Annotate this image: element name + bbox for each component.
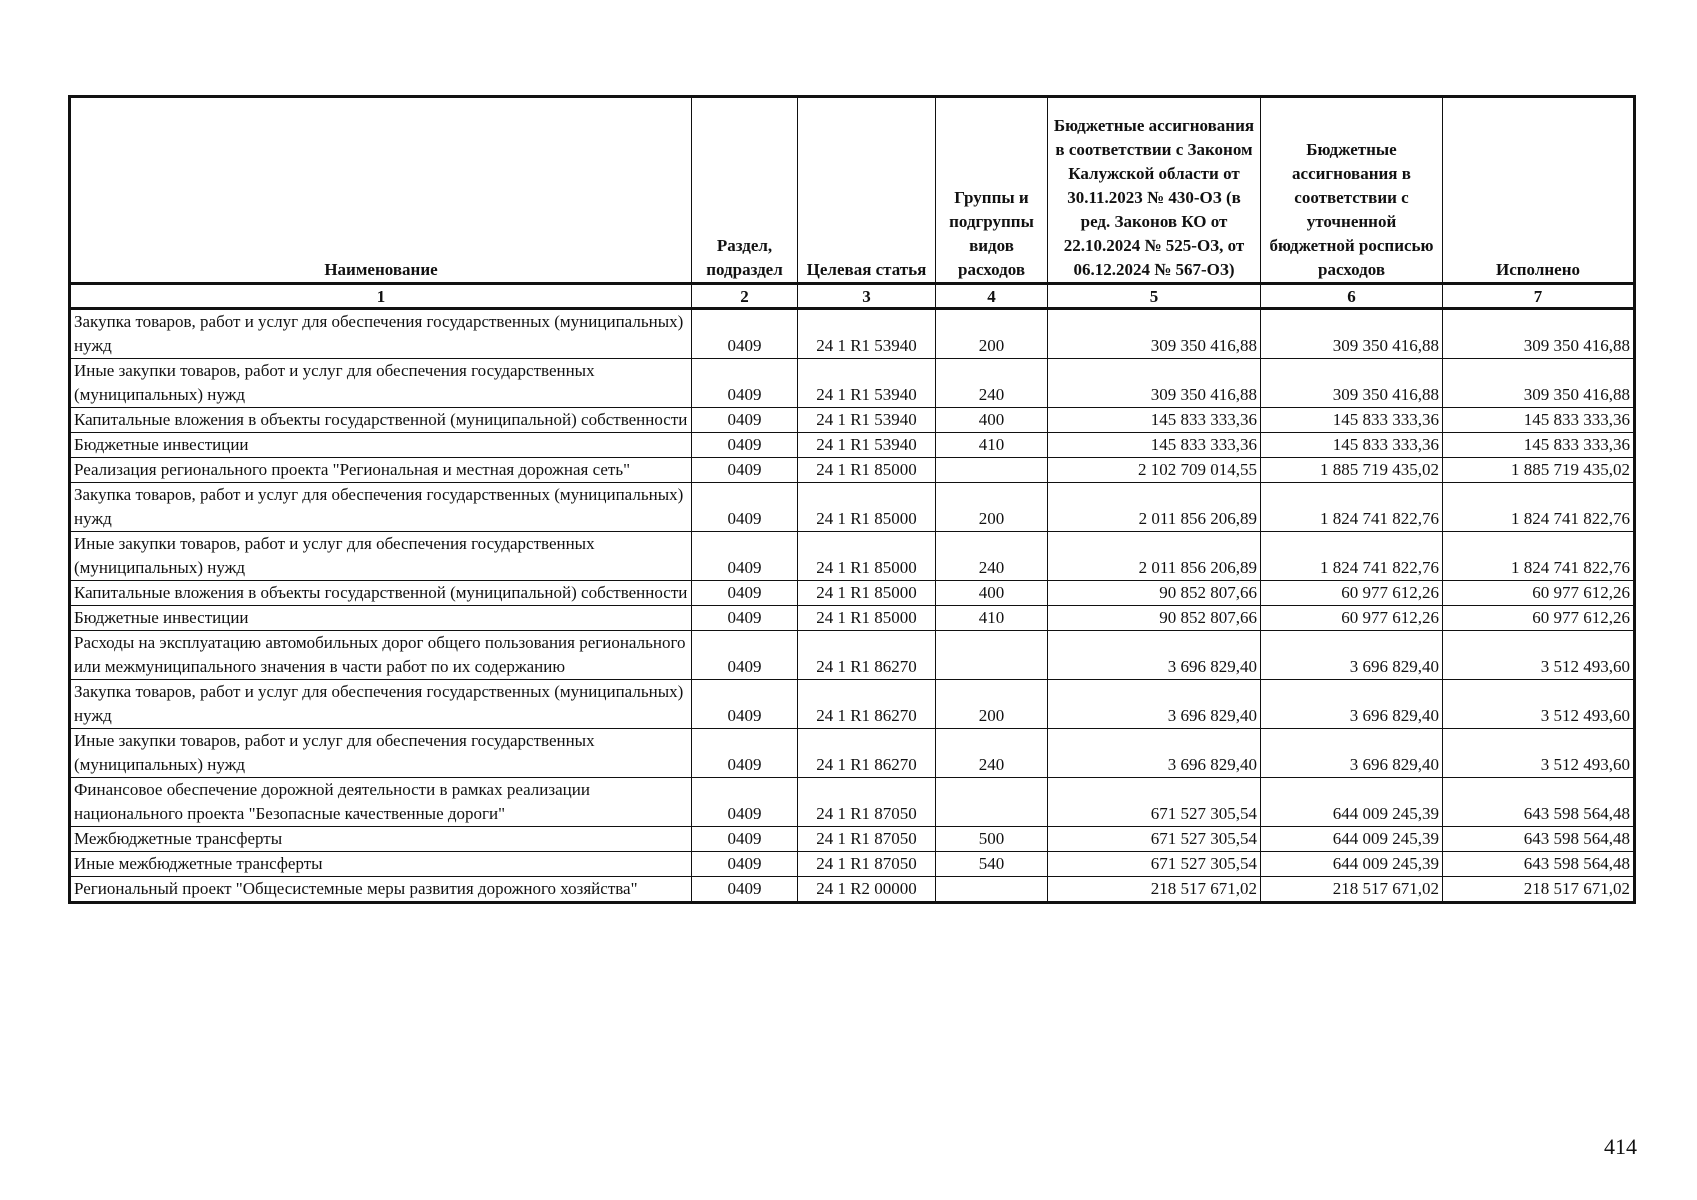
row-section-cell: 0409	[692, 433, 798, 458]
row-article-cell: 24 1 R1 85000	[798, 532, 936, 581]
row-approved-cell: 671 527 305,54	[1048, 852, 1261, 877]
row-name-cell: Финансовое обеспечение дорожной деятельности в рамках реализации национального проекта "Безопасные качественные дороги"	[70, 778, 692, 827]
row-article-cell: 24 1 R1 85000	[798, 581, 936, 606]
row-approved-cell: 145 833 333,36	[1048, 408, 1261, 433]
row-group-cell: 200	[936, 309, 1048, 359]
row-section-cell: 0409	[692, 729, 798, 778]
row-executed-cell: 3 512 493,60	[1443, 680, 1635, 729]
row-section-cell: 0409	[692, 827, 798, 852]
row-article-cell: 24 1 R1 85000	[798, 483, 936, 532]
row-executed-cell: 309 350 416,88	[1443, 309, 1635, 359]
table-body	[70, 309, 1635, 903]
header-group: Группы и подгруппы видов расходов	[936, 97, 1048, 284]
table-header-row	[70, 97, 1635, 284]
row-approved-cell: 145 833 333,36	[1048, 433, 1261, 458]
row-section-cell: 0409	[692, 581, 798, 606]
row-approved-cell: 2 102 709 014,55	[1048, 458, 1261, 483]
column-number: 5	[1048, 284, 1261, 309]
row-refined-cell: 1 824 741 822,76	[1261, 483, 1443, 532]
row-executed-cell: 3 512 493,60	[1443, 631, 1635, 680]
row-executed-cell: 3 512 493,60	[1443, 729, 1635, 778]
row-name-cell: Межбюджетные трансферты	[70, 827, 692, 852]
column-number: 1	[70, 284, 692, 309]
row-section-cell: 0409	[692, 483, 798, 532]
row-approved-cell: 2 011 856 206,89	[1048, 532, 1261, 581]
table-row	[70, 532, 1635, 581]
row-section-cell: 0409	[692, 532, 798, 581]
row-section-cell: 0409	[692, 852, 798, 877]
row-article-cell: 24 1 R1 86270	[798, 680, 936, 729]
table-row	[70, 458, 1635, 483]
row-refined-cell: 3 696 829,40	[1261, 729, 1443, 778]
row-executed-cell: 60 977 612,26	[1443, 581, 1635, 606]
table-row	[70, 827, 1635, 852]
row-group-cell	[936, 778, 1048, 827]
column-number-row	[70, 284, 1635, 309]
row-refined-cell: 1 885 719 435,02	[1261, 458, 1443, 483]
row-article-cell: 24 1 R1 53940	[798, 408, 936, 433]
row-executed-cell: 1 824 741 822,76	[1443, 483, 1635, 532]
row-group-cell: 400	[936, 581, 1048, 606]
table-row	[70, 483, 1635, 532]
row-name-cell: Иные закупки товаров, работ и услуг для обеспечения государственных (муниципальных) нужд	[70, 359, 692, 408]
row-approved-cell: 90 852 807,66	[1048, 606, 1261, 631]
table-row	[70, 606, 1635, 631]
row-approved-cell: 309 350 416,88	[1048, 309, 1261, 359]
row-group-cell: 240	[936, 359, 1048, 408]
row-article-cell: 24 1 R1 53940	[798, 359, 936, 408]
row-refined-cell: 644 009 245,39	[1261, 778, 1443, 827]
header-refined: Бюджетные ассигнования в соответствии с уточненной бюджетной росписью расходов	[1261, 97, 1443, 284]
row-article-cell: 24 1 R1 87050	[798, 852, 936, 877]
row-group-cell	[936, 458, 1048, 483]
row-section-cell: 0409	[692, 458, 798, 483]
row-refined-cell: 145 833 333,36	[1261, 433, 1443, 458]
row-group-cell: 400	[936, 408, 1048, 433]
table-row	[70, 309, 1635, 359]
table-row	[70, 408, 1635, 433]
row-executed-cell: 309 350 416,88	[1443, 359, 1635, 408]
table-row	[70, 581, 1635, 606]
row-article-cell: 24 1 R1 87050	[798, 827, 936, 852]
row-article-cell: 24 1 R2 00000	[798, 877, 936, 903]
table-row	[70, 852, 1635, 877]
row-group-cell: 410	[936, 433, 1048, 458]
page-number: 414	[1604, 1134, 1637, 1159]
row-article-cell: 24 1 R1 53940	[798, 433, 936, 458]
row-executed-cell: 1 824 741 822,76	[1443, 532, 1635, 581]
row-executed-cell: 145 833 333,36	[1443, 408, 1635, 433]
table-row	[70, 729, 1635, 778]
row-executed-cell: 218 517 671,02	[1443, 877, 1635, 903]
header-section: Раздел, подраздел	[692, 97, 798, 284]
row-name-cell: Иные межбюджетные трансферты	[70, 852, 692, 877]
budget-table	[68, 95, 1636, 904]
header-article: Целевая статья	[798, 97, 936, 284]
row-refined-cell: 60 977 612,26	[1261, 581, 1443, 606]
table-row	[70, 680, 1635, 729]
row-executed-cell: 643 598 564,48	[1443, 852, 1635, 877]
row-article-cell: 24 1 R1 53940	[798, 309, 936, 359]
row-approved-cell: 2 011 856 206,89	[1048, 483, 1261, 532]
row-article-cell: 24 1 R1 85000	[798, 606, 936, 631]
row-section-cell: 0409	[692, 631, 798, 680]
row-group-cell: 240	[936, 729, 1048, 778]
row-executed-cell: 145 833 333,36	[1443, 433, 1635, 458]
row-approved-cell: 3 696 829,40	[1048, 631, 1261, 680]
row-refined-cell: 644 009 245,39	[1261, 827, 1443, 852]
row-article-cell: 24 1 R1 85000	[798, 458, 936, 483]
row-group-cell: 240	[936, 532, 1048, 581]
row-group-cell: 540	[936, 852, 1048, 877]
header-name: Наименование	[70, 97, 692, 284]
row-section-cell: 0409	[692, 408, 798, 433]
row-group-cell	[936, 877, 1048, 903]
row-executed-cell: 643 598 564,48	[1443, 827, 1635, 852]
row-group-cell: 200	[936, 483, 1048, 532]
column-number: 3	[798, 284, 936, 309]
row-group-cell	[936, 631, 1048, 680]
column-number: 2	[692, 284, 798, 309]
row-article-cell: 24 1 R1 86270	[798, 729, 936, 778]
row-refined-cell: 218 517 671,02	[1261, 877, 1443, 903]
row-section-cell: 0409	[692, 778, 798, 827]
row-refined-cell: 1 824 741 822,76	[1261, 532, 1443, 581]
row-section-cell: 0409	[692, 606, 798, 631]
row-name-cell: Бюджетные инвестиции	[70, 606, 692, 631]
header-approved: Бюджетные ассигнования в соответствии с Законом Калужской области от 30.11.2023 № 430-ОЗ (в ред. Законов КО от 22.10.2024 № 525-ОЗ, от 06.12.2024 № 567-ОЗ)	[1048, 97, 1261, 284]
row-name-cell: Расходы на эксплуатацию автомобильных дорог общего пользования регионального или межмуниципального значения в части работ по их содержанию	[70, 631, 692, 680]
row-group-cell: 500	[936, 827, 1048, 852]
row-refined-cell: 309 350 416,88	[1261, 359, 1443, 408]
row-article-cell: 24 1 R1 86270	[798, 631, 936, 680]
row-name-cell: Капитальные вложения в объекты государственной (муниципальной) собственности	[70, 581, 692, 606]
row-group-cell: 200	[936, 680, 1048, 729]
row-name-cell: Бюджетные инвестиции	[70, 433, 692, 458]
row-name-cell: Иные закупки товаров, работ и услуг для обеспечения государственных (муниципальных) нужд	[70, 532, 692, 581]
row-name-cell: Реализация регионального проекта "Региональная и местная дорожная сеть"	[70, 458, 692, 483]
row-article-cell: 24 1 R1 87050	[798, 778, 936, 827]
row-name-cell: Закупка товаров, работ и услуг для обеспечения государственных (муниципальных) нужд	[70, 680, 692, 729]
row-approved-cell: 671 527 305,54	[1048, 778, 1261, 827]
row-name-cell: Региональный проект "Общесистемные меры развития дорожного хозяйства"	[70, 877, 692, 903]
table-row	[70, 631, 1635, 680]
row-approved-cell: 3 696 829,40	[1048, 680, 1261, 729]
row-name-cell: Закупка товаров, работ и услуг для обеспечения государственных (муниципальных) нужд	[70, 309, 692, 359]
row-name-cell: Иные закупки товаров, работ и услуг для обеспечения государственных (муниципальных) нужд	[70, 729, 692, 778]
row-refined-cell: 3 696 829,40	[1261, 680, 1443, 729]
row-refined-cell: 309 350 416,88	[1261, 309, 1443, 359]
column-number: 4	[936, 284, 1048, 309]
row-executed-cell: 643 598 564,48	[1443, 778, 1635, 827]
row-section-cell: 0409	[692, 877, 798, 903]
table-row	[70, 877, 1635, 903]
row-name-cell: Закупка товаров, работ и услуг для обеспечения государственных (муниципальных) нужд	[70, 483, 692, 532]
row-approved-cell: 309 350 416,88	[1048, 359, 1261, 408]
row-name-cell: Капитальные вложения в объекты государственной (муниципальной) собственности	[70, 408, 692, 433]
row-approved-cell: 90 852 807,66	[1048, 581, 1261, 606]
row-section-cell: 0409	[692, 680, 798, 729]
table-row	[70, 433, 1635, 458]
row-approved-cell: 218 517 671,02	[1048, 877, 1261, 903]
table-row	[70, 359, 1635, 408]
table-row	[70, 778, 1635, 827]
row-section-cell: 0409	[692, 309, 798, 359]
row-refined-cell: 145 833 333,36	[1261, 408, 1443, 433]
row-executed-cell: 1 885 719 435,02	[1443, 458, 1635, 483]
header-executed: Исполнено	[1443, 97, 1635, 284]
row-executed-cell: 60 977 612,26	[1443, 606, 1635, 631]
row-refined-cell: 644 009 245,39	[1261, 852, 1443, 877]
row-approved-cell: 3 696 829,40	[1048, 729, 1261, 778]
row-group-cell: 410	[936, 606, 1048, 631]
row-section-cell: 0409	[692, 359, 798, 408]
column-number: 6	[1261, 284, 1443, 309]
row-refined-cell: 3 696 829,40	[1261, 631, 1443, 680]
row-approved-cell: 671 527 305,54	[1048, 827, 1261, 852]
column-number: 7	[1443, 284, 1635, 309]
row-refined-cell: 60 977 612,26	[1261, 606, 1443, 631]
